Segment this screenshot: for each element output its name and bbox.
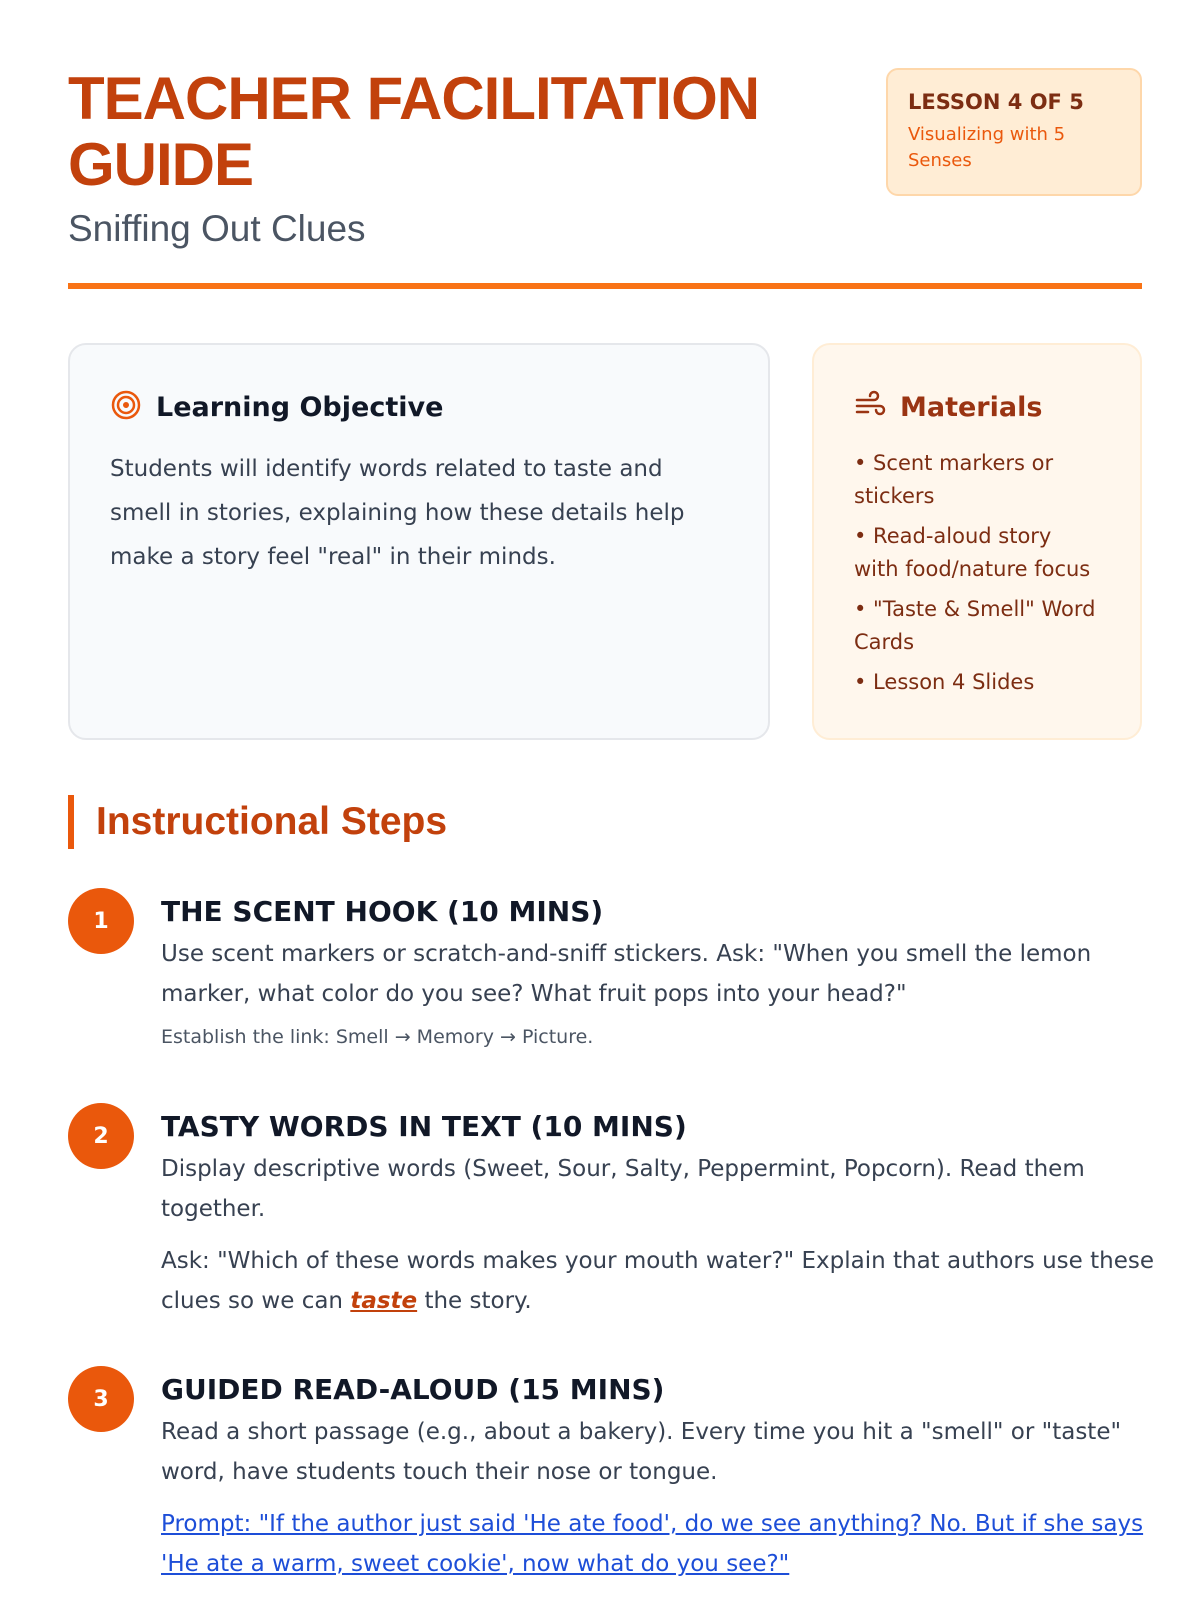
materials-item: • "Taste & Smell" Word Cards bbox=[854, 597, 1096, 654]
materials-card bbox=[812, 343, 1142, 740]
step-note: Establish the link: Smell → Memory → Picture. bbox=[161, 1026, 594, 1048]
lesson-badge-label: LESSON 4 OF 5 bbox=[908, 90, 1084, 114]
step-text: Read a short passage (e.g., about a bakery). Every time you hit a "smell" or "taste" word, have students touch their nose or tongue. bbox=[161, 1419, 1122, 1485]
step-body bbox=[161, 888, 1161, 1048]
step-text: Use scent markers or scratch-and-sniff stickers. Ask: "When you smell the lemon marker, what color do you see? What fruit pops into your head?" bbox=[161, 941, 1092, 1007]
step-body bbox=[161, 1103, 1161, 1321]
wind-icon bbox=[854, 389, 886, 425]
step-title: THE SCENT HOOK (10 MINS) bbox=[161, 895, 604, 928]
header bbox=[68, 66, 1142, 250]
instructional-steps-heading: Instructional Steps bbox=[96, 800, 448, 843]
instructional-steps-header bbox=[68, 795, 447, 849]
page-title: TEACHER FACILITATION GUIDE bbox=[68, 65, 760, 198]
step-followup-after: the story. bbox=[417, 1288, 532, 1314]
step-number-badge: 2 bbox=[68, 1103, 134, 1169]
step-followup-text bbox=[161, 1241, 1161, 1321]
step-number-badge: 3 bbox=[68, 1366, 134, 1432]
materials-item: • Lesson 4 Slides bbox=[854, 670, 1035, 694]
materials-item: • Scent markers or stickers bbox=[854, 451, 1054, 508]
learning-objective-card bbox=[68, 343, 770, 740]
learning-objective-heading: Learning Objective bbox=[156, 391, 444, 423]
step-body bbox=[161, 1366, 1161, 1584]
step-number-badge: 1 bbox=[68, 888, 134, 954]
learning-objective-header bbox=[110, 389, 728, 425]
header-divider bbox=[68, 283, 1142, 289]
step-text: Display descriptive words (Sweet, Sour, Salty, Peppermint, Popcorn). Read them together. bbox=[161, 1156, 1085, 1222]
materials-heading: Materials bbox=[900, 391, 1043, 423]
learning-objective-text: Students will identify words related to taste and smell in stories, explaining how these details help make a story feel "real" in their minds. bbox=[110, 456, 685, 570]
discussion-prompt-link[interactable]: Prompt: "If the author just said 'He ate food', do we see anything? No. But if she says 'He ate a warm, sweet cookie', now what do you see?" bbox=[161, 1511, 1144, 1577]
page-subtitle: Sniffing Out Clues bbox=[68, 208, 366, 249]
step-followup-before: Ask: "Which of these words makes your mouth water?" Explain that authors use these clues so we can bbox=[161, 1248, 1154, 1314]
lesson-badge bbox=[886, 68, 1142, 196]
section-accent-bar bbox=[68, 795, 74, 849]
step-title: GUIDED READ-ALOUD (15 MINS) bbox=[161, 1373, 665, 1406]
materials-list bbox=[854, 447, 1100, 699]
materials-item: • Read-aloud story with food/nature focus bbox=[854, 524, 1091, 581]
emphasized-word: taste bbox=[350, 1288, 418, 1314]
target-icon bbox=[110, 389, 142, 425]
materials-header bbox=[854, 389, 1100, 425]
step-title: TASTY WORDS IN TEXT (10 MINS) bbox=[161, 1110, 687, 1143]
lesson-badge-sublabel: Visualizing with 5 Senses bbox=[908, 124, 1066, 171]
